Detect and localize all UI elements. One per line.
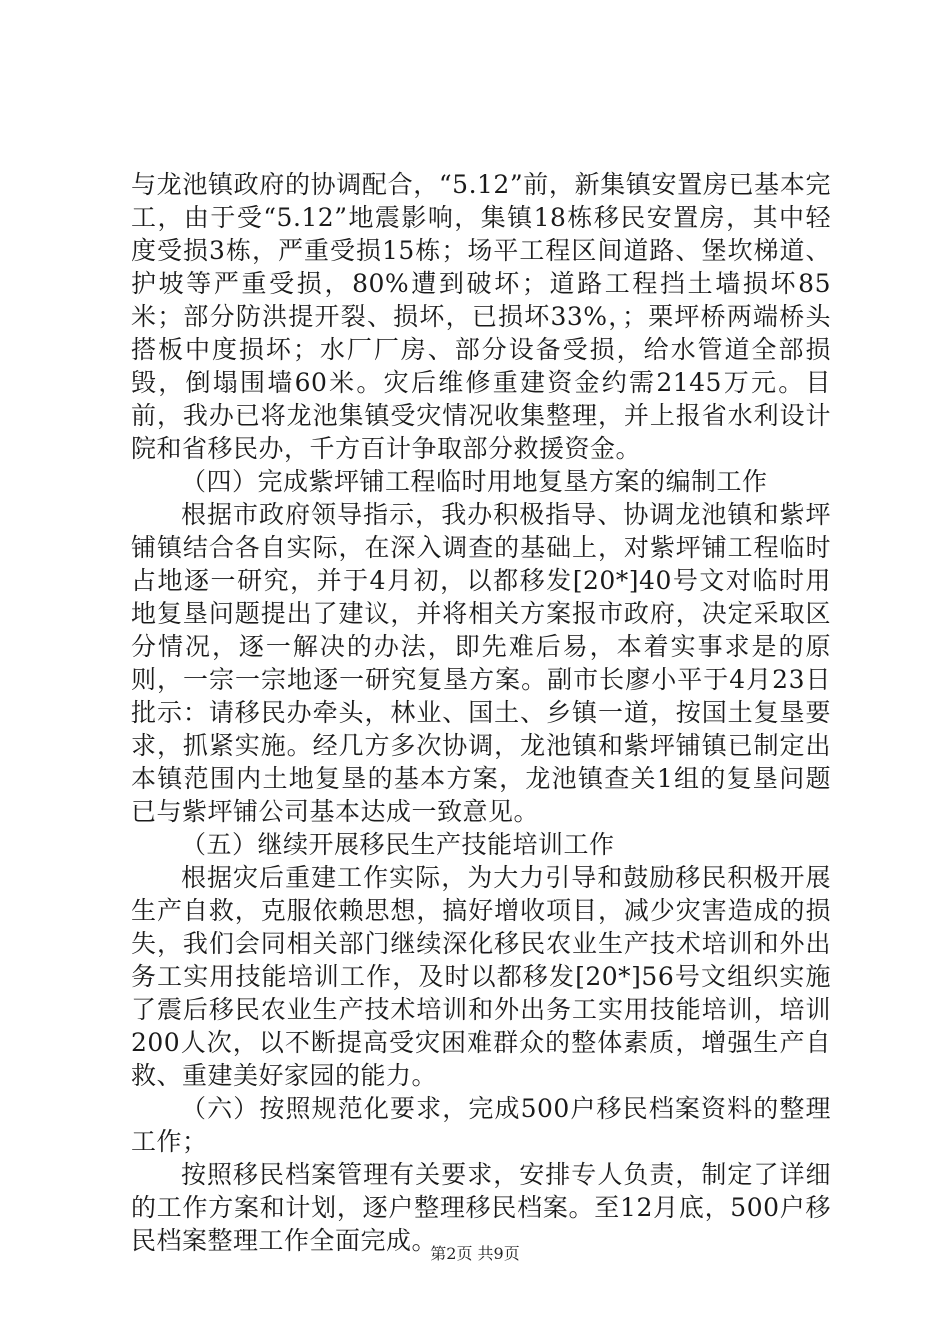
paragraph-section-4: 根据市政府领导指示，我办积极指导、协调龙池镇和紫坪铺镇结合各自实际，在深入调查的基础上，对紫坪铺工程临时占地逐一研究，并于4月初，以都移发[20*]40号文对临时用地复垦问题提出了建议，并将相关方案报市政府，决定采取区分情况，逐一解决的办法，即先难后易，本着实事求是的原则，一宗一宗地逐一研究复垦方案。副市长廖小平于4月23日批示：请移民办牵头，林业、国土、乡镇一道，按国土复垦要求，抓紧实施。经几方多次协调，龙池镇和紫坪铺镇已制定出本镇范围内土地复垦的基本方案，龙池镇查关1组的复垦问题已与紫坪铺公司基本达成一致意见。 [131,500,831,826]
paragraph-section-6: 按照移民档案管理有关要求，安排专人负责，制定了详细的工作方案和计划，逐户整理移民档案。至12月底，500户移民档案整理工作全面完成。 [131,1160,831,1255]
section-heading-4: （四）完成紫坪铺工程临时用地复垦方案的编制工作 [181,467,768,496]
document-body [131,168,831,1257]
page-number-footer: 第2页 共9页 [430,1244,520,1263]
paragraph-continued: 与龙池镇政府的协调配合，“5.12”前，新集镇安置房已基本完工，由于受“5.12”地震影响，集镇18栋移民安置房，其中轻度受损3栋，严重受损15栋；场平工程区间道路、堡坎梯道、护坡等严重受损，80%遭到破坏；道路工程挡土墙损坏85米；部分防洪提开裂、损坏，已损坏33%，；栗坪桥两端桥头搭板中度损坏；水厂厂房、部分设备受损，给水管道全部损毁，倒塌围墙60米。灾后维修重建资金约需2145万元。目前，我办已将龙池集镇受灾情况收集整理，并上报省水利设计院和省移民办，千方百计争取部分救援资金。 [131,170,831,463]
paragraph-section-5: 根据灾后重建工作实际，为大力引导和鼓励移民积极开展生产自救，克服依赖思想，搞好增收项目，减少灾害造成的损失，我们会同相关部门继续深化移民农业生产技术培训和外出务工实用技能培训工作，及时以都移发[20*]56号文组织实施了震后移民农业生产技术培训和外出务工实用技能培训，培训200人次，以不断提高受灾困难群众的整体素质，增强生产自救、重建美好家园的能力。 [131,863,831,1090]
section-heading-6: （六）按照规范化要求，完成500户移民档案资料的整理工作； [131,1094,831,1156]
section-heading-5: （五）继续开展移民生产技能培训工作 [181,830,615,859]
